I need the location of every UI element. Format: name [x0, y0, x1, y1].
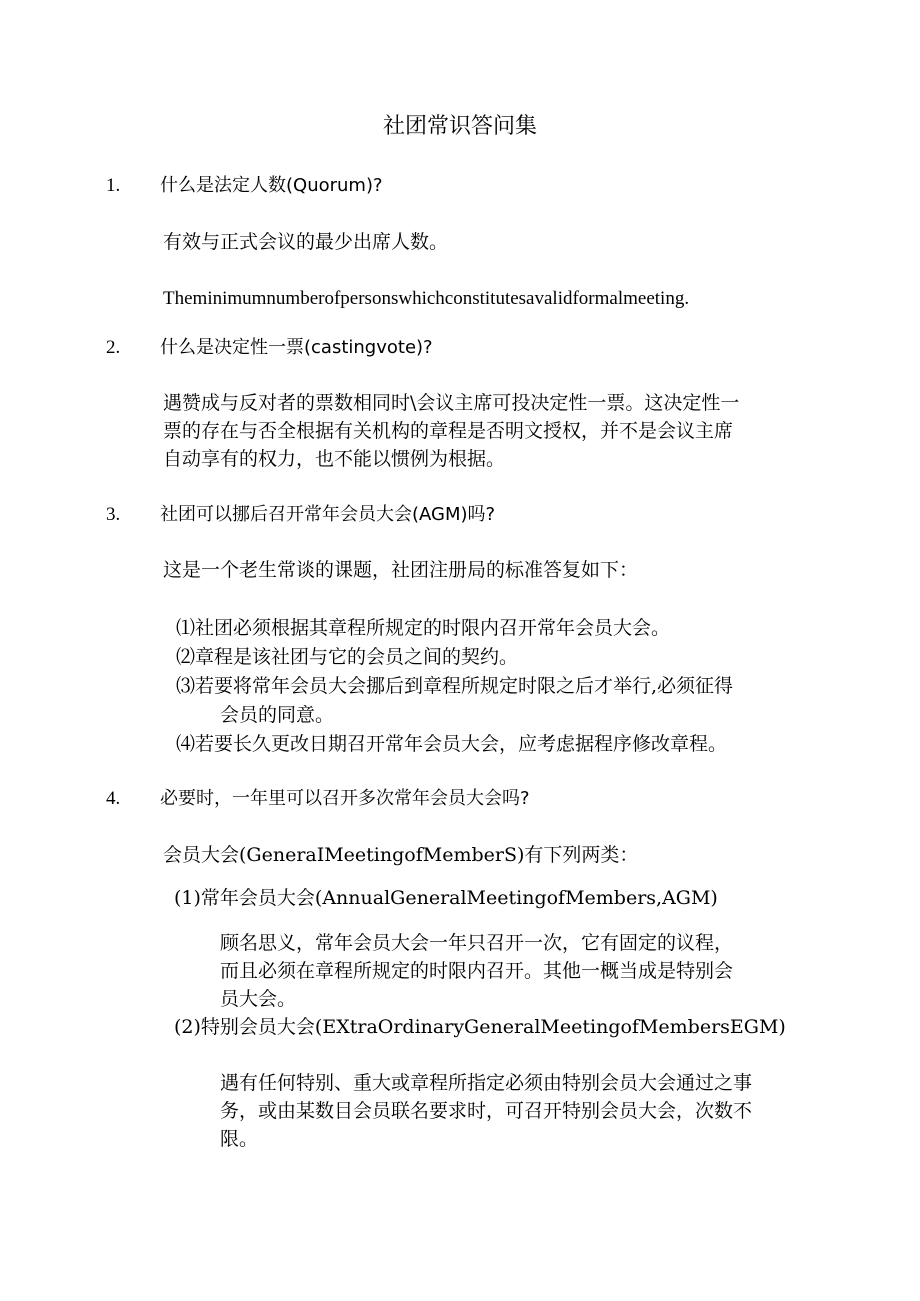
subsection-2-line-1: 遇有任何特别、重大或章程所指定必须由特别会员大会通过之事 [220, 1072, 753, 1094]
question-number-1: 1. [106, 175, 121, 196]
list-item: ⑷若要长久更改日期召开常年会员大会，应考虑据程序修改章程。 [176, 733, 728, 755]
page-title: 社团常识答问集 [382, 114, 537, 139]
answer-2-line-1: 遇赞成与反对者的票数相同时\会议主席可投决定性一票。这决定性一 [163, 392, 740, 414]
answer-4-intro: 会员大会(GeneraIMeetingofMemberS)有下列两类： [163, 844, 639, 866]
answer-2-line-3: 自动享有的权力，也不能以惯例为根据。 [163, 448, 506, 470]
answer-1-zh: 有效与正式会议的最少出席人数。 [163, 231, 449, 253]
subsection-1-line-3: 员大会。 [220, 988, 297, 1010]
subsection-2-line-3: 限。 [220, 1128, 259, 1150]
answer-3-intro: 这是一个老生常谈的课题，社团注册局的标准答复如下： [163, 559, 639, 581]
question-number-3: 3. [106, 504, 121, 525]
question-3: 社团可以挪后召开常年会员大会(AGM)吗? [160, 504, 496, 525]
list-item-continuation: 会员的同意。 [220, 704, 335, 726]
question-number-4: 4. [106, 788, 121, 809]
question-1: 什么是法定人数(Quorum)? [160, 175, 383, 196]
subsection-1-line-1: 顾名思义，常年会员大会一年只召开一次，它有固定的议程， [220, 932, 734, 954]
subsection-1-line-2: 而且必须在章程所规定的时限内召开。其他一概当成是特别会 [220, 960, 734, 982]
subsection-2-title: (2)特别会员大会(EXtraOrdinaryGeneralMeetingofMembersEGM) [174, 1016, 786, 1038]
answer-1-en: Theminimumnumberofpersonswhichconstitutesavalidformalmeeting. [163, 288, 690, 309]
subsection-2-line-2: 务，或由某数目会员联名要求时，可召开特别会员大会，次数不 [220, 1100, 753, 1122]
subsection-1-title: (1)常年会员大会(AnnualGeneralMeetingofMembers,AGM) [174, 887, 718, 909]
question-4: 必要时，一年里可以召开多次常年会员大会吗? [160, 788, 530, 809]
list-item: ⑴社团必须根据其章程所规定的时限内召开常年会员大会。 [176, 617, 671, 639]
list-item: ⑵章程是该社团与它的会员之间的契约。 [176, 646, 519, 668]
question-number-2: 2. [106, 337, 121, 358]
answer-2-line-2: 票的存在与否全根据有关机构的章程是否明文授权，并不是会议主席 [163, 420, 734, 442]
question-2: 什么是决定性一票(castingvote)? [160, 337, 433, 358]
list-item: ⑶若要将常年会员大会挪后到章程所规定时限之后才举行,必须征得 [176, 675, 734, 697]
